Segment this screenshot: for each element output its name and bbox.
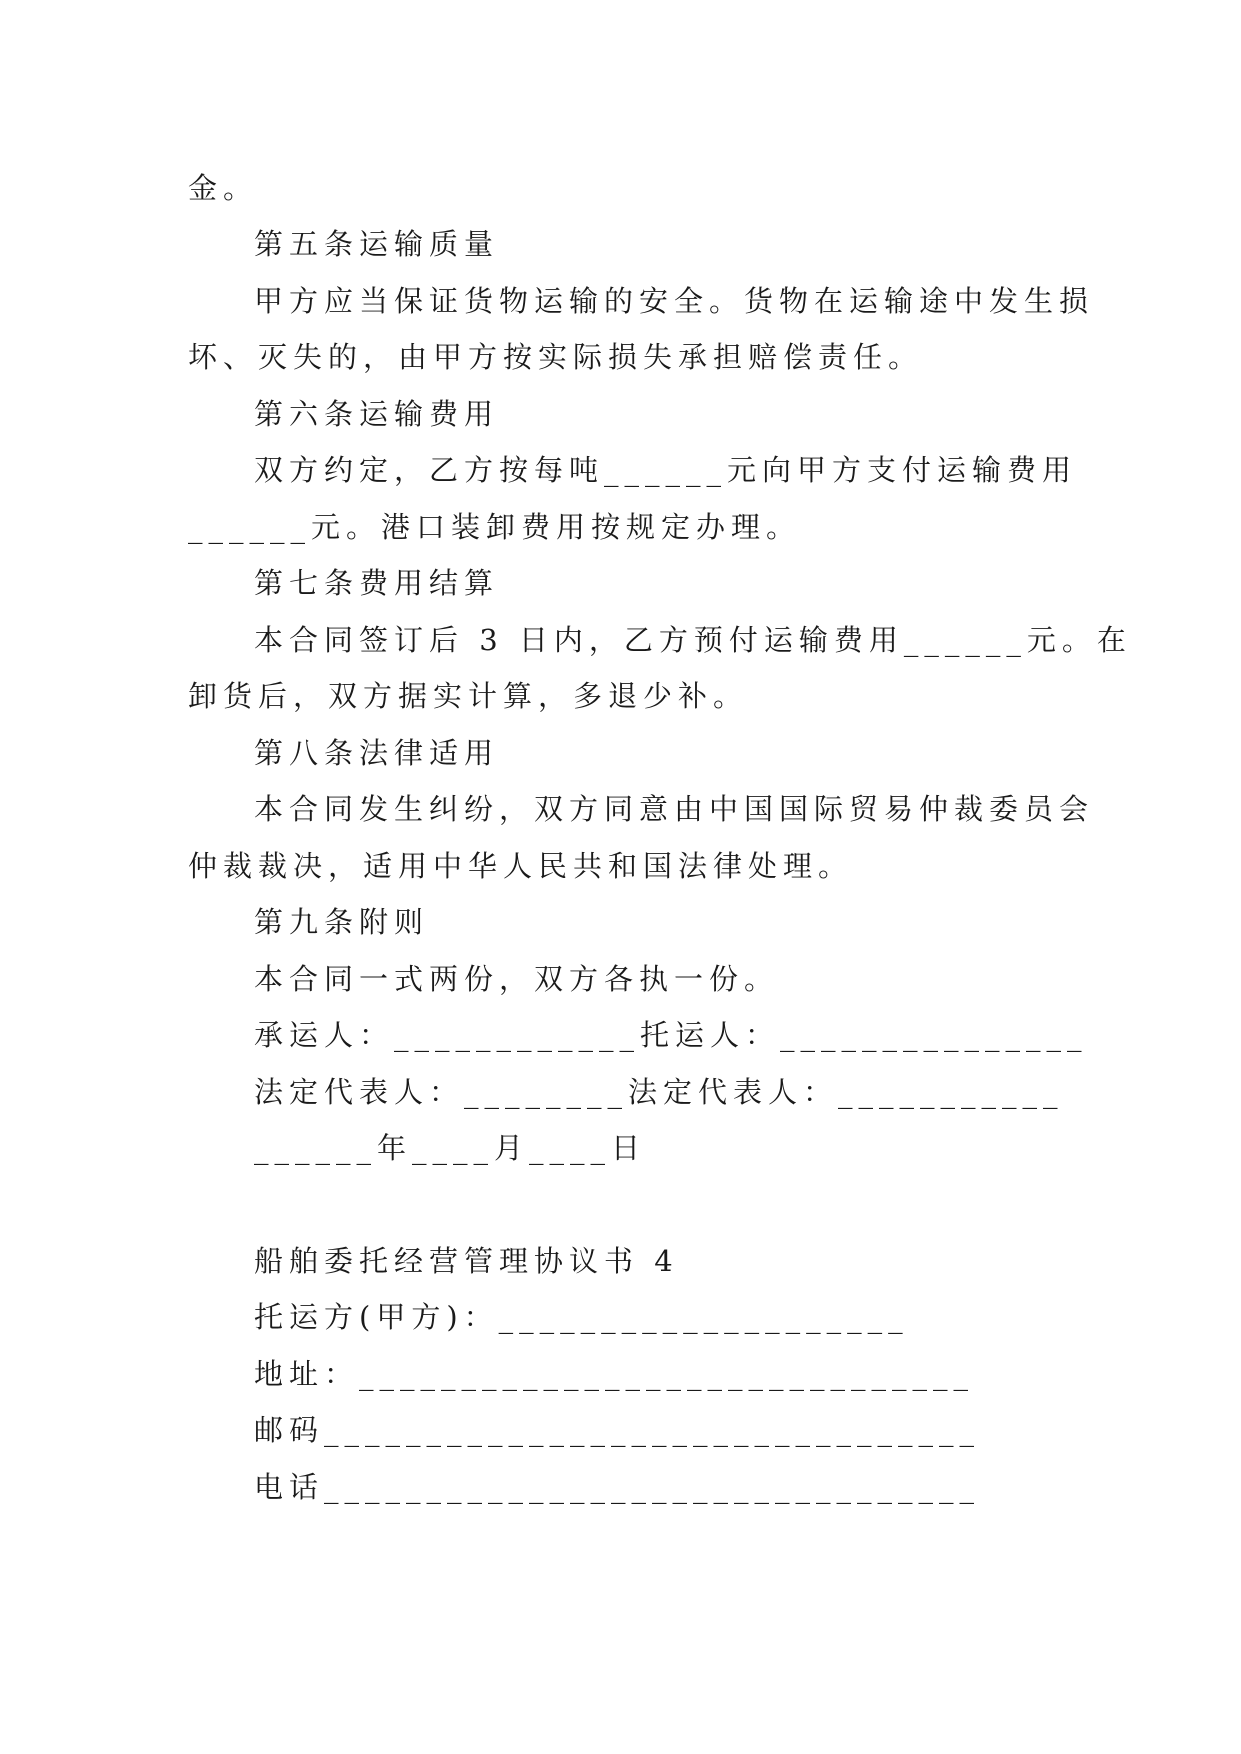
- article-heading: 第八条法律适用: [254, 736, 500, 770]
- date-line: ______年____月____日: [254, 1131, 647, 1165]
- form-field-line: 电话________________________________: [254, 1470, 981, 1504]
- text-line: 甲方应当保证货物运输的安全。货物在运输途中发生损: [254, 284, 1095, 318]
- text-line: ______元。港口装卸费用按规定办理。: [188, 510, 802, 544]
- text-line: 本合同签订后 3 日内，乙方预付运输费用______元。在: [254, 623, 1132, 657]
- signature-line: 承运人：____________托运人：_______________: [254, 1018, 1088, 1052]
- article-heading: 第九条附则: [254, 905, 430, 939]
- text-line: 仲裁裁决，适用中华人民共和国法律处理。: [188, 849, 854, 883]
- text-line: 本合同发生纠纷，双方同意由中国国际贸易仲裁委员会: [254, 792, 1095, 826]
- signature-line: 法定代表人：________法定代表人：___________: [254, 1075, 1064, 1109]
- article-heading: 第七条费用结算: [254, 566, 500, 600]
- text-line: 金。: [188, 171, 259, 205]
- form-field-line: 地址：______________________________: [254, 1357, 975, 1391]
- text-line: 卸货后，双方据实计算，多退少补。: [188, 679, 749, 713]
- form-field-line: 托运方(甲方)：____________________: [254, 1300, 909, 1334]
- text-line: 坏、灭失的，由甲方按实际损失承担赔偿责任。: [188, 340, 924, 374]
- text-line: 双方约定，乙方按每吨______元向甲方支付运输费用: [254, 453, 1078, 487]
- article-heading: 第五条运输质量: [254, 227, 500, 261]
- text-line: 本合同一式两份，双方各执一份。: [254, 962, 780, 996]
- article-heading: 第六条运输费用: [254, 397, 500, 431]
- section-title: 船舶委托经营管理协议书 4: [254, 1244, 679, 1278]
- form-field-line: 邮码________________________________: [254, 1413, 981, 1447]
